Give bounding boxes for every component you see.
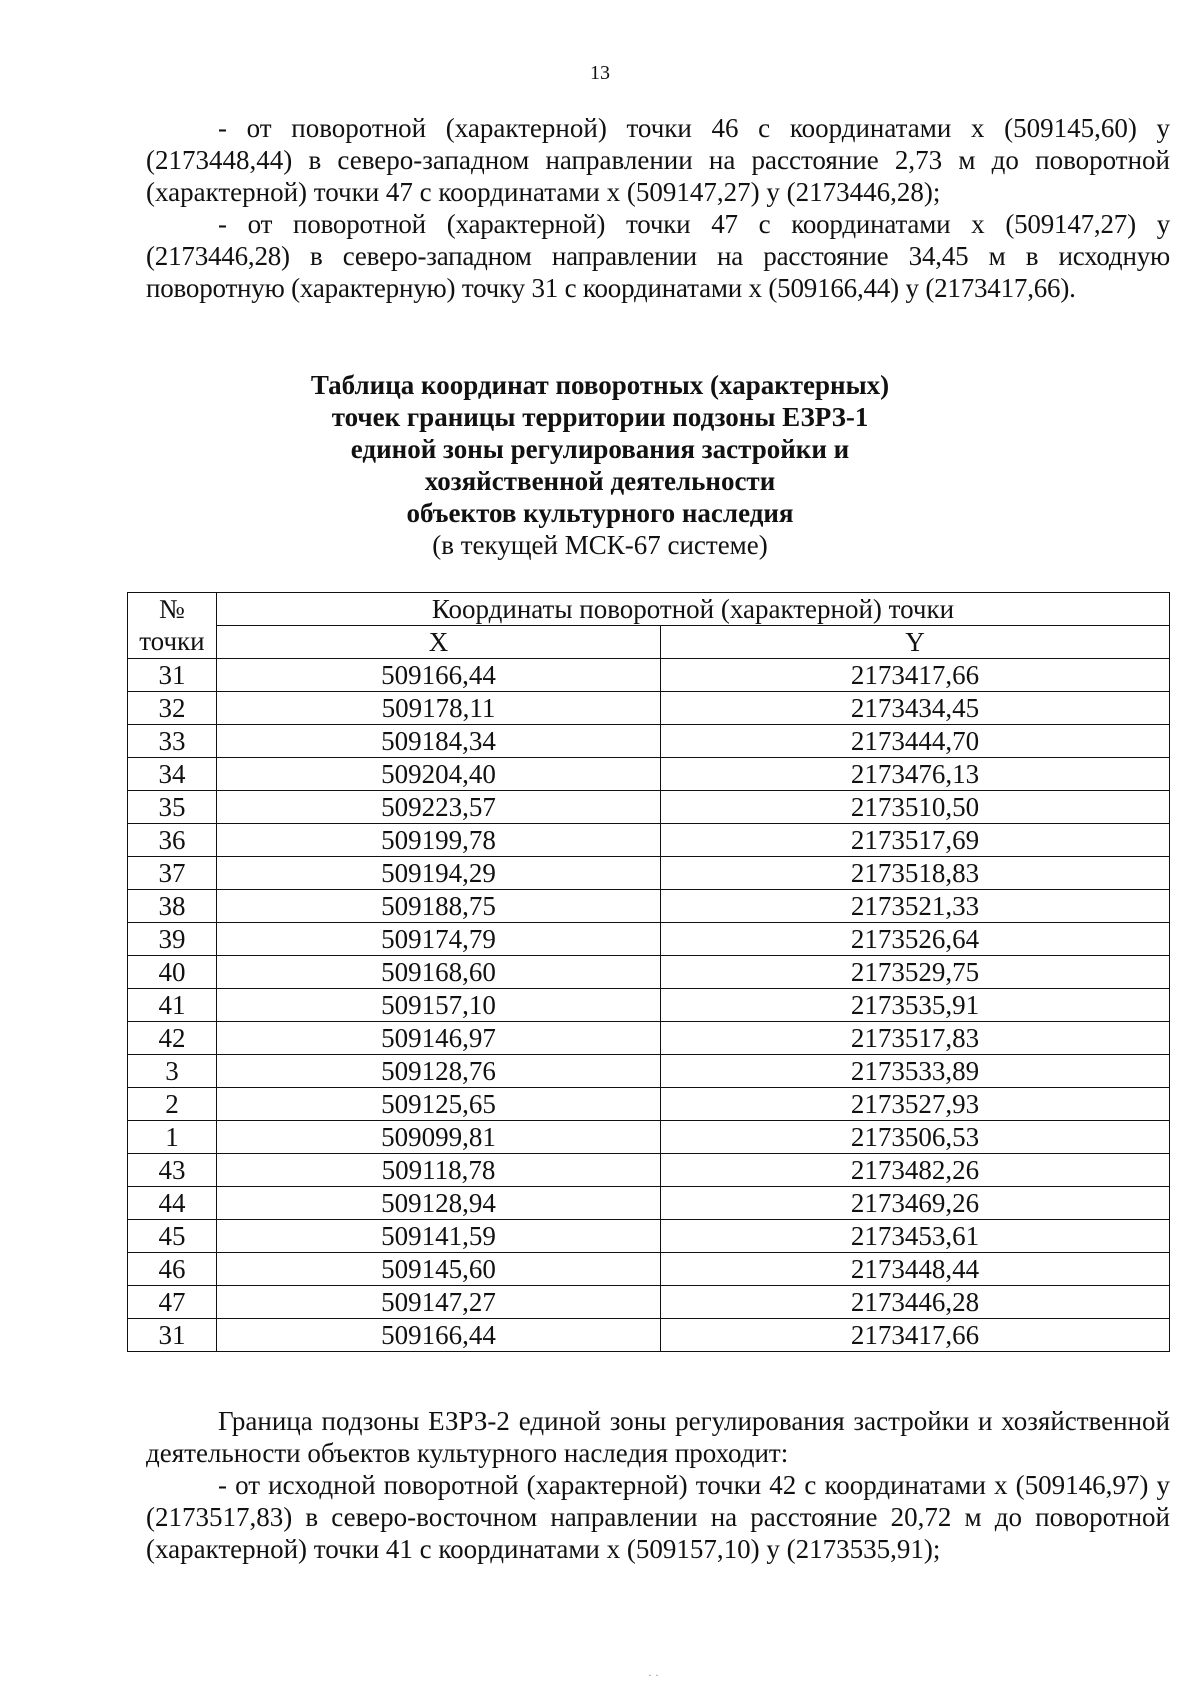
y-coordinate-cell: 2173529,75	[661, 956, 1170, 989]
point-number-cell: 2	[128, 1088, 217, 1121]
point-number-cell: 36	[128, 824, 217, 857]
y-coordinate-cell: 2173526,64	[661, 923, 1170, 956]
header-x: X	[216, 626, 660, 659]
table-row	[128, 1319, 1170, 1352]
point-number-cell: 31	[128, 1319, 217, 1352]
point-number-cell: 3	[128, 1055, 217, 1088]
y-coordinate-cell: 2173527,93	[661, 1088, 1170, 1121]
point-number-cell: 31	[128, 659, 217, 692]
x-coordinate-cell: 509174,79	[216, 923, 660, 956]
x-coordinate-cell: 509204,40	[216, 758, 660, 791]
x-coordinate-cell: 509188,75	[216, 890, 660, 923]
table-header-row	[128, 626, 1170, 659]
x-coordinate-cell: 509184,34	[216, 725, 660, 758]
table-row	[128, 1088, 1170, 1121]
x-coordinate-cell: 509178,11	[216, 692, 660, 725]
x-coordinate-cell: 509118,78	[216, 1154, 660, 1187]
paragraph-segment-46-47: - от поворотной (характерной) точки 46 с координатами х (509145,60) у (2173448,44) в северо-западном направлении на расстояние 2,73 м до поворотной (характерной) точки 47 с координатами х (509147,27) у (2173446,28);	[146, 113, 1170, 207]
table-title-line: Таблица координат поворотных (характерных)	[310, 370, 890, 400]
table-row	[128, 791, 1170, 824]
table-row	[128, 725, 1170, 758]
point-number-cell: 44	[128, 1187, 217, 1220]
table-subtitle: (в текущей МСК-67 системе)	[432, 530, 768, 560]
header-number-top: №	[128, 593, 217, 626]
y-coordinate-cell: 2173469,26	[661, 1187, 1170, 1220]
point-number-cell: 33	[128, 725, 217, 758]
y-coordinate-cell: 2173446,28	[661, 1286, 1170, 1319]
table-row	[128, 692, 1170, 725]
y-coordinate-cell: 2173417,66	[661, 659, 1170, 692]
y-coordinate-cell: 2173517,69	[661, 824, 1170, 857]
table-row	[128, 659, 1170, 692]
y-coordinate-cell: 2173417,66	[661, 1319, 1170, 1352]
x-coordinate-cell: 509128,76	[216, 1055, 660, 1088]
point-number-cell: 39	[128, 923, 217, 956]
scan-artifact: · ·	[648, 1668, 659, 1682]
y-coordinate-cell: 2173444,70	[661, 725, 1170, 758]
x-coordinate-cell: 509146,97	[216, 1022, 660, 1055]
point-number-cell: 32	[128, 692, 217, 725]
table-title-line: единой зоны регулирования застройки и	[350, 434, 850, 464]
table-title-line: объектов культурного наследия	[406, 498, 794, 528]
table-row	[128, 956, 1170, 989]
header-number-bottom: точки	[128, 626, 217, 659]
table-row	[128, 1022, 1170, 1055]
x-coordinate-cell: 509141,59	[216, 1220, 660, 1253]
point-number-cell: 1	[128, 1121, 217, 1154]
table-row	[128, 1220, 1170, 1253]
y-coordinate-cell: 2173453,61	[661, 1220, 1170, 1253]
y-coordinate-cell: 2173510,50	[661, 791, 1170, 824]
y-coordinate-cell: 2173533,89	[661, 1055, 1170, 1088]
x-coordinate-cell: 509125,65	[216, 1088, 660, 1121]
coordinates-table	[127, 592, 1170, 1352]
point-number-cell: 47	[128, 1286, 217, 1319]
y-coordinate-cell: 2173517,83	[661, 1022, 1170, 1055]
point-number-cell: 42	[128, 1022, 217, 1055]
table-row	[128, 1121, 1170, 1154]
point-number-cell: 43	[128, 1154, 217, 1187]
header-y: Y	[661, 626, 1170, 659]
point-number-cell: 37	[128, 857, 217, 890]
page-number: 13	[590, 62, 610, 84]
point-number-cell: 46	[128, 1253, 217, 1286]
table-row	[128, 890, 1170, 923]
point-number-cell: 45	[128, 1220, 217, 1253]
x-coordinate-cell: 509128,94	[216, 1187, 660, 1220]
y-coordinate-cell: 2173448,44	[661, 1253, 1170, 1286]
y-coordinate-cell: 2173506,53	[661, 1121, 1170, 1154]
x-coordinate-cell: 509166,44	[216, 1319, 660, 1352]
x-coordinate-cell: 509168,60	[216, 956, 660, 989]
x-coordinate-cell: 509223,57	[216, 791, 660, 824]
table-header-row	[128, 593, 1170, 626]
x-coordinate-cell: 509166,44	[216, 659, 660, 692]
point-number-cell: 35	[128, 791, 217, 824]
table-body	[128, 659, 1170, 1352]
table-row	[128, 857, 1170, 890]
table-row	[128, 1286, 1170, 1319]
table-row	[128, 989, 1170, 1022]
header-coordinates: Координаты поворотной (характерной) точки	[216, 593, 1169, 626]
point-number-cell: 41	[128, 989, 217, 1022]
point-number-cell: 34	[128, 758, 217, 791]
y-coordinate-cell: 2173518,83	[661, 857, 1170, 890]
table-row	[128, 1154, 1170, 1187]
x-coordinate-cell: 509199,78	[216, 824, 660, 857]
y-coordinate-cell: 2173535,91	[661, 989, 1170, 1022]
table-row	[128, 758, 1170, 791]
table-row	[128, 1253, 1170, 1286]
table-row	[128, 824, 1170, 857]
y-coordinate-cell: 2173434,45	[661, 692, 1170, 725]
table-title-line: хозяйственной деятельности	[424, 466, 776, 496]
table-row	[128, 1187, 1170, 1220]
point-number-cell: 40	[128, 956, 217, 989]
intro-text	[146, 112, 1170, 304]
table-row	[128, 923, 1170, 956]
paragraph-segment-42-41: - от исходной поворотной (характерной) точки 42 с координатами х (509146,97) у (2173517,83) в северо-восточном направлении на расстояние 20,72 м до поворотной (характерной) точки 41 с координатами х (509157,10) у (2173535,91);	[146, 1470, 1170, 1564]
paragraph-segment-47-31: - от поворотной (характерной) точки 47 с координатами х (509147,27) у (2173446,28) в северо-западном направлении на расстояние 34,45 м в исходную поворотную (характерную) точку 31 с координатами х (509166,44) у (2173417,66).	[146, 209, 1170, 303]
x-coordinate-cell: 509099,81	[216, 1121, 660, 1154]
table-row	[128, 1055, 1170, 1088]
y-coordinate-cell: 2173476,13	[661, 758, 1170, 791]
x-coordinate-cell: 509194,29	[216, 857, 660, 890]
paragraph-ezrz2-intro: Граница подзоны ЕЗРЗ-2 единой зоны регулирования застройки и хозяйственной деятельности объектов культурного наследия проходит:	[146, 1406, 1170, 1468]
x-coordinate-cell: 509157,10	[216, 989, 660, 1022]
y-coordinate-cell: 2173521,33	[661, 890, 1170, 923]
closing-text	[146, 1405, 1170, 1565]
point-number-cell: 38	[128, 890, 217, 923]
x-coordinate-cell: 509147,27	[216, 1286, 660, 1319]
table-title-line: точек границы территории подзоны ЕЗРЗ-1	[331, 402, 869, 432]
y-coordinate-cell: 2173482,26	[661, 1154, 1170, 1187]
table-title	[0, 369, 1200, 561]
x-coordinate-cell: 509145,60	[216, 1253, 660, 1286]
